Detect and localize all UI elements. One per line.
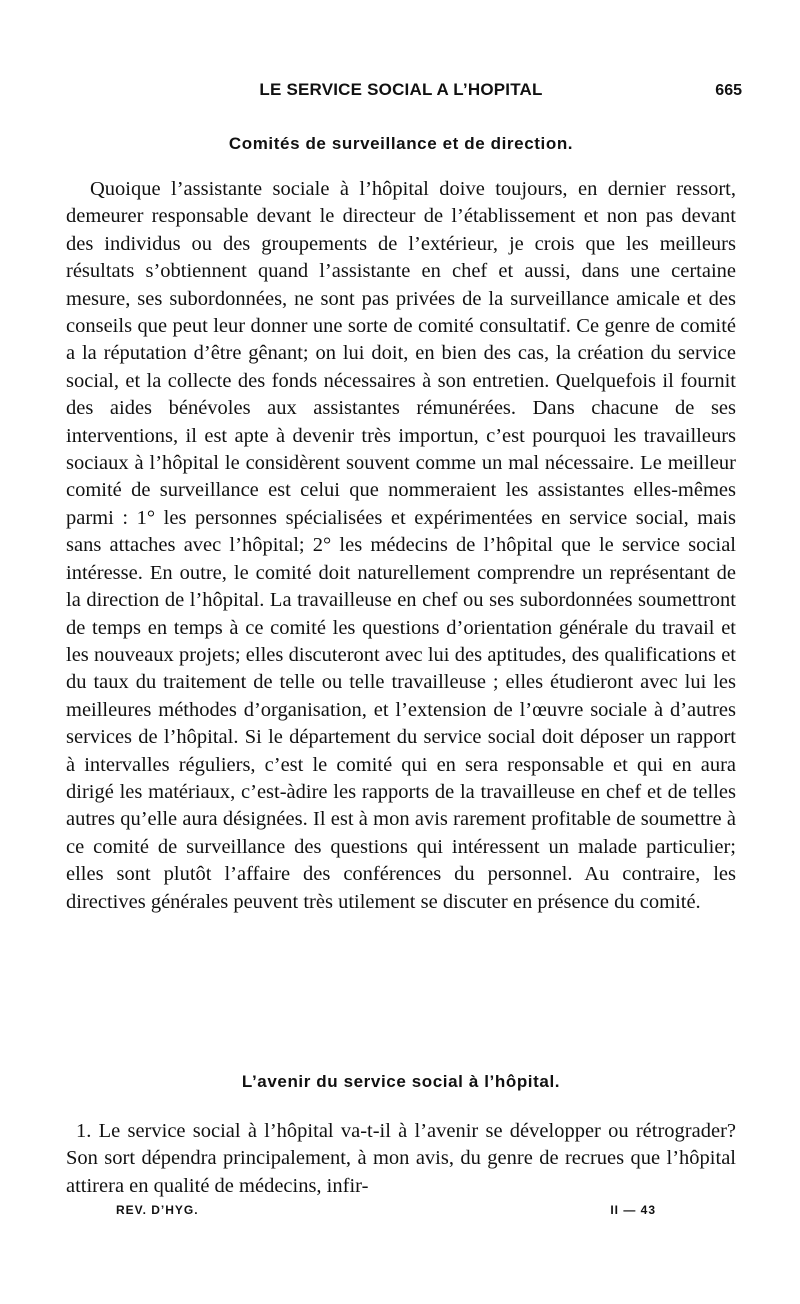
section-heading-committees: Comités de surveillance et de direction.	[228, 134, 574, 153]
running-title: LE SERVICE SOCIAL A L’HOPITAL	[259, 80, 543, 99]
page-number: 665	[715, 82, 742, 99]
paragraph-future: 1. Le service social à l’hôpital va-t-il à l’avenir se développer ou rétrograder? Son sort dépendra principalement, à mon avis, du genre de recrues que l’hôpital attirera en qualité de médecins, infir-	[66, 1120, 736, 1197]
footer-signature: II — 43	[610, 1203, 656, 1217]
footer-journal: REV. D’HYG.	[116, 1203, 199, 1217]
running-header	[66, 80, 742, 104]
page-footer	[66, 1203, 736, 1223]
section-heading-future: L’avenir du service social à l’hôpital.	[241, 1072, 561, 1091]
paragraph-committees: Quoique l’assistante sociale à l’hôpital doive toujours, en dernier ressort, demeurer responsable devant le directeur de l’établissement et non pas devant des individus ou des groupements de l’extérieur, je crois que les meilleurs résultats s’obtiennent quand l’assistante en chef et aussi, dans une certaine mesure, ses subordonnées, ne sont pas privées de la surveillance amicale et des conseils que peut leur donner une sorte de comité consultatif. Ce genre de comité a la réputation d’être gênant; on lui doit, en bien des cas, la création du service social, et la collecte des fonds nécessaires à son entretien. Quelquefois il fournit des aides bénévoles aux assistantes rémunérées. Dans chacune de ses interventions, il est apte à devenir très importun, c’est pourquoi les travailleurs sociaux à l’hôpital le considèrent souvent comme un mal nécessaire. Le meilleur comité de surveillance est celui que nommeraient les assistantes elles-mêmes parmi : 1° les personnes spécialisées et expérimentées en service social, mais sans attaches avec l’hôpital; 2° les médecins de l’hôpital que le service social intéresse. En outre, le comité doit naturellement comprendre un représentant de la direction de l’hôpital. La travailleuse en chef ou ses subordonnées soumettront de temps en temps à ce comité les questions d’orientation générale du travail et les nouveaux projets; elles discuteront avec lui des aptitudes, des qualifications et du taux du traitement de telle ou telle travailleuse ; elles étudieront avec lui les meilleures méthodes d’organisation, et l’extension de l’œuvre sociale à d’autres services de l’hôpital. Si le département du service social doit déposer un rapport à intervalles réguliers, c’est le comité qui en sera responsable et qui en aura dirigé les matériaux, c’est-àdire les rapports de la travailleuse en chef et de telles autres qu’elle aura désignées. Il est à mon avis rarement profitable de soumettre à ce comité de surveillance des questions qui intéressent un malade particulier; elles sont plutôt l’affaire des conférences du personnel. Au contraire, les directives générales peuvent très utilement se discuter en présence du comité.	[66, 178, 736, 913]
